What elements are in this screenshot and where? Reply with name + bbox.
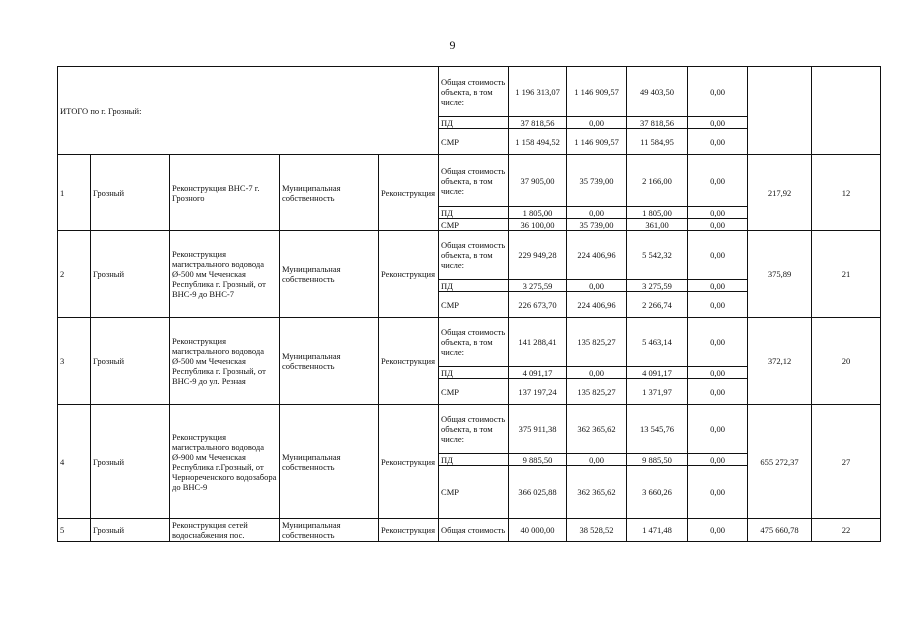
row-number: 2 xyxy=(58,231,91,318)
cell-value: 0,00 xyxy=(567,280,627,292)
cost-label: СМР xyxy=(439,129,509,155)
total-label: ИТОГО по г. Грозный: xyxy=(58,67,439,155)
cost-label: СМР xyxy=(439,466,509,519)
cell-value: 0,00 xyxy=(688,207,748,219)
cell-value: 0,00 xyxy=(688,129,748,155)
cell-value: 0,00 xyxy=(688,466,748,519)
object-name: Реконструкция сетей водоснабжения пос. xyxy=(170,519,280,542)
cell-value: 361,00 xyxy=(627,219,688,231)
cell-value: 0,00 xyxy=(688,219,748,231)
cell-value: 0,00 xyxy=(688,405,748,454)
cell-value: 1 471,48 xyxy=(627,519,688,542)
city-cell: Грозный xyxy=(91,318,170,405)
cell-value: 224 406,96 xyxy=(567,231,627,280)
total-row xyxy=(58,67,881,117)
city-cell: Грозный xyxy=(91,155,170,231)
ownership-cell: Муниципальная собственность xyxy=(280,405,379,519)
cell-value: 38 528,52 xyxy=(567,519,627,542)
length-cell xyxy=(748,67,812,155)
cell-value: 1 146 909,57 xyxy=(567,129,627,155)
table-row xyxy=(58,318,881,367)
cell-value: 4 091,17 xyxy=(509,367,567,379)
ownership-cell: Муниципальная собственность xyxy=(280,155,379,231)
term-cell: 21 xyxy=(812,231,881,318)
cell-value: 1 146 909,57 xyxy=(567,67,627,117)
cell-value: 0,00 xyxy=(688,367,748,379)
cell-value: 1 196 313,07 xyxy=(509,67,567,117)
term-cell: 22 xyxy=(812,519,881,542)
cell-value: 362 365,62 xyxy=(567,466,627,519)
cell-value: 137 197,24 xyxy=(509,379,567,405)
cell-value: 0,00 xyxy=(688,67,748,117)
length-cell: 217,92 xyxy=(748,155,812,231)
city-cell: Грозный xyxy=(91,519,170,542)
cell-value: 3 660,26 xyxy=(627,466,688,519)
cell-value: 37 818,56 xyxy=(509,117,567,129)
cell-value: 13 545,76 xyxy=(627,405,688,454)
table-row xyxy=(58,519,881,542)
cost-label: СМР xyxy=(439,379,509,405)
cost-label: ПД xyxy=(439,117,509,129)
cell-value: 1 805,00 xyxy=(509,207,567,219)
data-table xyxy=(57,66,881,542)
cell-value: 141 288,41 xyxy=(509,318,567,367)
length-cell: 475 660,78 xyxy=(748,519,812,542)
cell-value: 0,00 xyxy=(567,207,627,219)
cost-label: СМР xyxy=(439,219,509,231)
work-type: Реконструкция xyxy=(379,405,439,519)
cell-value: 2 266,74 xyxy=(627,292,688,318)
cell-value: 226 673,70 xyxy=(509,292,567,318)
cost-label: СМР xyxy=(439,292,509,318)
cost-label: ПД xyxy=(439,280,509,292)
city-cell: Грозный xyxy=(91,231,170,318)
work-type: Реконструкция xyxy=(379,318,439,405)
length-cell: 655 272,37 xyxy=(748,405,812,519)
cell-value: 0,00 xyxy=(567,367,627,379)
table-row xyxy=(58,405,881,454)
cell-value: 224 406,96 xyxy=(567,292,627,318)
cell-value: 0,00 xyxy=(688,155,748,207)
length-cell: 372,12 xyxy=(748,318,812,405)
length-cell: 375,89 xyxy=(748,231,812,318)
cost-label: Общая стоимость объекта, в том числе: xyxy=(439,231,509,280)
cost-label: ПД xyxy=(439,207,509,219)
cost-label: Общая стоимость объекта, в том числе: xyxy=(439,155,509,207)
row-number: 4 xyxy=(58,405,91,519)
city-cell: Грозный xyxy=(91,405,170,519)
work-type: Реконструкция xyxy=(379,519,439,542)
cell-value: 0,00 xyxy=(688,280,748,292)
work-type: Реконструкция xyxy=(379,155,439,231)
cell-value: 5 542,32 xyxy=(627,231,688,280)
table-row xyxy=(58,231,881,280)
object-name: Реконструкция магистрального водовода Ø-500 мм Чеченская Республика г. Грозный, от ВНС-9 до ВНС-7 xyxy=(170,231,280,318)
cell-value: 0,00 xyxy=(567,454,627,466)
cell-value: 3 275,59 xyxy=(627,280,688,292)
cell-value: 11 584,95 xyxy=(627,129,688,155)
cell-value: 1 158 494,52 xyxy=(509,129,567,155)
row-number: 1 xyxy=(58,155,91,231)
term-cell: 20 xyxy=(812,318,881,405)
ownership-cell: Муниципальная собственность xyxy=(280,519,379,542)
object-name: Реконструкция магистрального водовода Ø-500 мм Чеченская Республика г. Грозный, от ВНС-9 до ул. Резная xyxy=(170,318,280,405)
row-number: 3 xyxy=(58,318,91,405)
cost-label: ПД xyxy=(439,367,509,379)
cost-label: ПД xyxy=(439,454,509,466)
cell-value: 9 885,50 xyxy=(627,454,688,466)
cell-value: 5 463,14 xyxy=(627,318,688,367)
cell-value: 362 365,62 xyxy=(567,405,627,454)
term-cell: 12 xyxy=(812,155,881,231)
cell-value: 35 739,00 xyxy=(567,219,627,231)
cost-label: Общая стоимость объекта, в том числе: xyxy=(439,405,509,454)
work-type: Реконструкция xyxy=(379,231,439,318)
ownership-cell: Муниципальная собственность xyxy=(280,318,379,405)
object-name: Реконструкция ВНС-7 г. Грозного xyxy=(170,155,280,231)
cost-label: Общая стоимость объекта, в том числе: xyxy=(439,318,509,367)
cost-label: Общая стоимость xyxy=(439,519,509,542)
ownership-cell: Муниципальная собственность xyxy=(280,231,379,318)
cell-value: 37 905,00 xyxy=(509,155,567,207)
cell-value: 4 091,17 xyxy=(627,367,688,379)
cell-value: 229 949,28 xyxy=(509,231,567,280)
cell-value: 9 885,50 xyxy=(509,454,567,466)
term-cell xyxy=(812,67,881,155)
cell-value: 0,00 xyxy=(567,117,627,129)
cell-value: 0,00 xyxy=(688,454,748,466)
cell-value: 49 403,50 xyxy=(627,67,688,117)
object-name: Реконструкция магистрального водовода Ø-900 мм Чеченская Республика г.Грозный, от Чернореченского водозабора до ВНС-9 xyxy=(170,405,280,519)
cost-label: Общая стоимость объекта, в том числе: xyxy=(439,67,509,117)
cell-value: 0,00 xyxy=(688,519,748,542)
cell-value: 0,00 xyxy=(688,292,748,318)
cell-value: 0,00 xyxy=(688,379,748,405)
cell-value: 135 825,27 xyxy=(567,379,627,405)
term-cell: 27 xyxy=(812,405,881,519)
cell-value: 135 825,27 xyxy=(567,318,627,367)
cell-value: 1 371,97 xyxy=(627,379,688,405)
cell-value: 1 805,00 xyxy=(627,207,688,219)
cell-value: 35 739,00 xyxy=(567,155,627,207)
cell-value: 40 000,00 xyxy=(509,519,567,542)
cell-value: 37 818,56 xyxy=(627,117,688,129)
page-number: 9 xyxy=(449,38,456,52)
cell-value: 3 275,59 xyxy=(509,280,567,292)
cell-value: 2 166,00 xyxy=(627,155,688,207)
cell-value: 0,00 xyxy=(688,231,748,280)
cell-value: 0,00 xyxy=(688,117,748,129)
cell-value: 0,00 xyxy=(688,318,748,367)
cell-value: 375 911,38 xyxy=(509,405,567,454)
row-number: 5 xyxy=(58,519,91,542)
cell-value: 366 025,88 xyxy=(509,466,567,519)
cell-value: 36 100,00 xyxy=(509,219,567,231)
table-row xyxy=(58,155,881,207)
